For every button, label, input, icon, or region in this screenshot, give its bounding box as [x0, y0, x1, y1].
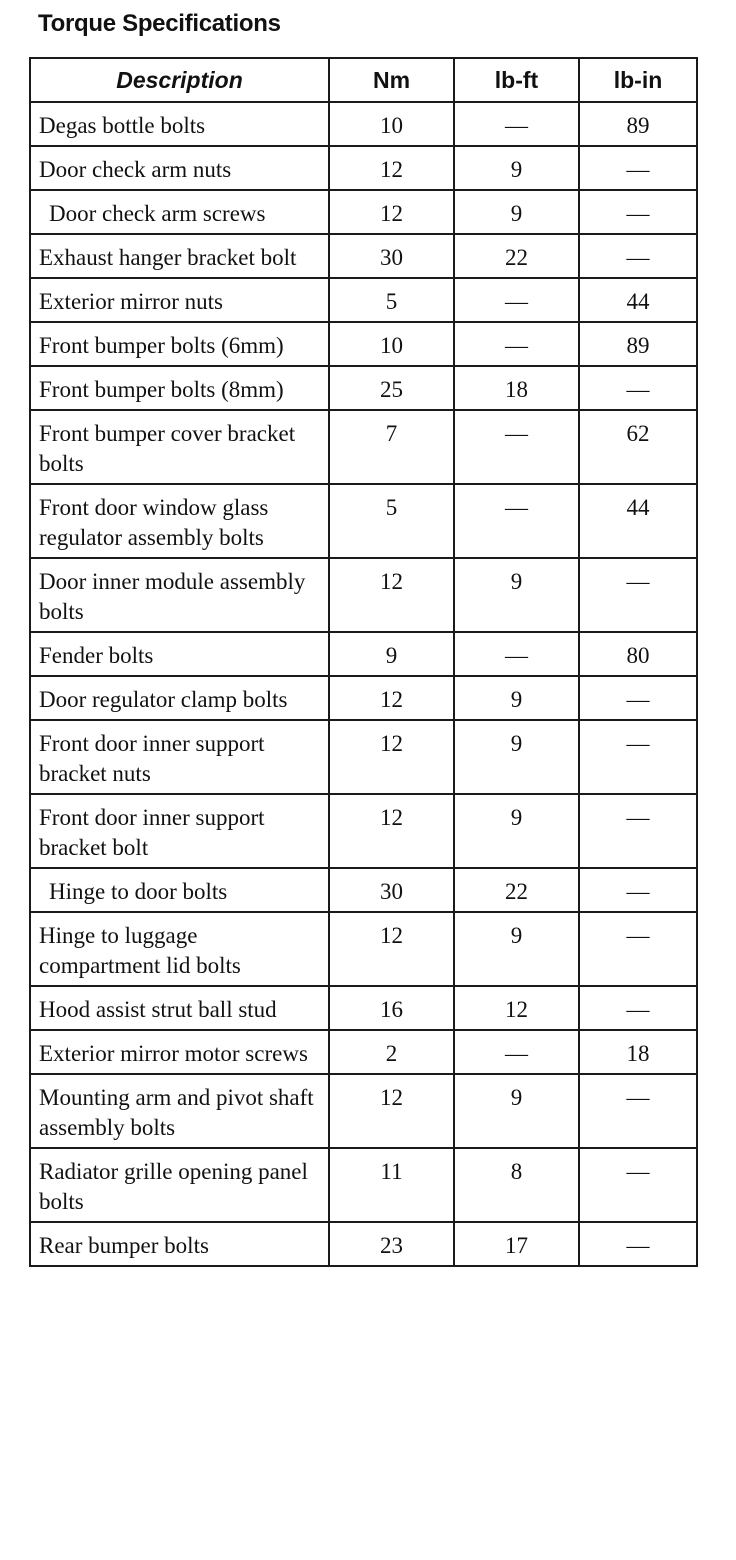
table-row [30, 632, 697, 676]
cell-description: Radiator grille opening panel bolts [30, 1148, 329, 1222]
table-row [30, 1074, 697, 1148]
cell-lb-in: — [579, 1222, 697, 1266]
cell-description: Front bumper bolts (6mm) [30, 322, 329, 366]
table-row [30, 484, 697, 558]
torque-spec-table [29, 57, 698, 1267]
cell-description: Front door inner support bracket nuts [30, 720, 329, 794]
cell-description: Door check arm screws [30, 190, 329, 234]
cell-lb-ft: 9 [454, 558, 579, 632]
cell-lb-in: — [579, 234, 697, 278]
cell-lb-in: 80 [579, 632, 697, 676]
table-row [30, 102, 697, 146]
cell-description: Hood assist strut ball stud [30, 986, 329, 1030]
table-row [30, 794, 697, 868]
cell-nm: 12 [329, 146, 454, 190]
table-row [30, 868, 697, 912]
cell-description: Front door window glass regulator assembly bolts [30, 484, 329, 558]
cell-description: Door check arm nuts [30, 146, 329, 190]
cell-lb-in: — [579, 1074, 697, 1148]
cell-lb-in: — [579, 794, 697, 868]
column-header-lb-in: lb-in [579, 58, 697, 102]
cell-lb-ft: 12 [454, 986, 579, 1030]
cell-description: Hinge to luggage compartment lid bolts [30, 912, 329, 986]
page-title: Torque Specifications [38, 10, 281, 37]
cell-lb-ft: 9 [454, 794, 579, 868]
cell-nm: 16 [329, 986, 454, 1030]
cell-lb-in: 44 [579, 278, 697, 322]
cell-nm: 7 [329, 410, 454, 484]
header-row [30, 58, 697, 102]
table-row [30, 558, 697, 632]
cell-lb-in: — [579, 676, 697, 720]
table-row [30, 322, 697, 366]
cell-nm: 5 [329, 484, 454, 558]
cell-lb-ft: — [454, 1030, 579, 1074]
cell-lb-ft: — [454, 102, 579, 146]
cell-lb-ft: 18 [454, 366, 579, 410]
cell-lb-in: — [579, 366, 697, 410]
table-row [30, 986, 697, 1030]
table-row [30, 1148, 697, 1222]
cell-nm: 5 [329, 278, 454, 322]
cell-description: Fender bolts [30, 632, 329, 676]
cell-lb-in: — [579, 1148, 697, 1222]
cell-lb-in: — [579, 912, 697, 986]
table-row [30, 234, 697, 278]
cell-lb-ft: — [454, 322, 579, 366]
cell-nm: 2 [329, 1030, 454, 1074]
cell-nm: 10 [329, 322, 454, 366]
table-row [30, 1030, 697, 1074]
cell-lb-in: — [579, 146, 697, 190]
table-row [30, 720, 697, 794]
cell-lb-ft: 17 [454, 1222, 579, 1266]
cell-nm: 25 [329, 366, 454, 410]
table-row [30, 912, 697, 986]
cell-lb-in: 89 [579, 322, 697, 366]
cell-lb-ft: — [454, 632, 579, 676]
cell-nm: 23 [329, 1222, 454, 1266]
cell-description: Exhaust hanger bracket bolt [30, 234, 329, 278]
cell-lb-ft: 9 [454, 676, 579, 720]
cell-lb-ft: 9 [454, 720, 579, 794]
table-row [30, 410, 697, 484]
table-row [30, 366, 697, 410]
cell-lb-in: 62 [579, 410, 697, 484]
cell-lb-in: — [579, 558, 697, 632]
cell-lb-ft: 8 [454, 1148, 579, 1222]
cell-lb-in: 44 [579, 484, 697, 558]
cell-nm: 12 [329, 190, 454, 234]
cell-nm: 11 [329, 1148, 454, 1222]
cell-description: Exterior mirror motor screws [30, 1030, 329, 1074]
cell-description: Hinge to door bolts [30, 868, 329, 912]
cell-nm: 12 [329, 558, 454, 632]
cell-lb-ft: — [454, 410, 579, 484]
cell-description: Exterior mirror nuts [30, 278, 329, 322]
table-row [30, 146, 697, 190]
cell-lb-ft: 9 [454, 190, 579, 234]
cell-description: Degas bottle bolts [30, 102, 329, 146]
table-row [30, 278, 697, 322]
cell-lb-ft: — [454, 278, 579, 322]
table-row [30, 676, 697, 720]
cell-lb-in: — [579, 190, 697, 234]
cell-nm: 12 [329, 676, 454, 720]
column-header-lb-ft: lb-ft [454, 58, 579, 102]
column-header-nm: Nm [329, 58, 454, 102]
cell-lb-ft: — [454, 484, 579, 558]
cell-lb-ft: 22 [454, 868, 579, 912]
cell-description: Front door inner support bracket bolt [30, 794, 329, 868]
cell-nm: 10 [329, 102, 454, 146]
cell-lb-ft: 9 [454, 146, 579, 190]
table-row [30, 190, 697, 234]
cell-lb-in: 18 [579, 1030, 697, 1074]
cell-description: Front bumper cover bracket bolts [30, 410, 329, 484]
cell-lb-in: 89 [579, 102, 697, 146]
cell-lb-ft: 9 [454, 912, 579, 986]
cell-nm: 12 [329, 1074, 454, 1148]
cell-nm: 12 [329, 794, 454, 868]
cell-lb-ft: 9 [454, 1074, 579, 1148]
cell-lb-in: — [579, 720, 697, 794]
column-header-description: Description [30, 58, 329, 102]
cell-lb-ft: 22 [454, 234, 579, 278]
cell-lb-in: — [579, 868, 697, 912]
cell-nm: 9 [329, 632, 454, 676]
cell-description: Door inner module assembly bolts [30, 558, 329, 632]
cell-nm: 12 [329, 912, 454, 986]
cell-nm: 30 [329, 234, 454, 278]
cell-description: Mounting arm and pivot shaft assembly bolts [30, 1074, 329, 1148]
cell-description: Rear bumper bolts [30, 1222, 329, 1266]
cell-nm: 12 [329, 720, 454, 794]
cell-nm: 30 [329, 868, 454, 912]
cell-description: Door regulator clamp bolts [30, 676, 329, 720]
cell-description: Front bumper bolts (8mm) [30, 366, 329, 410]
table-row [30, 1222, 697, 1266]
cell-lb-in: — [579, 986, 697, 1030]
